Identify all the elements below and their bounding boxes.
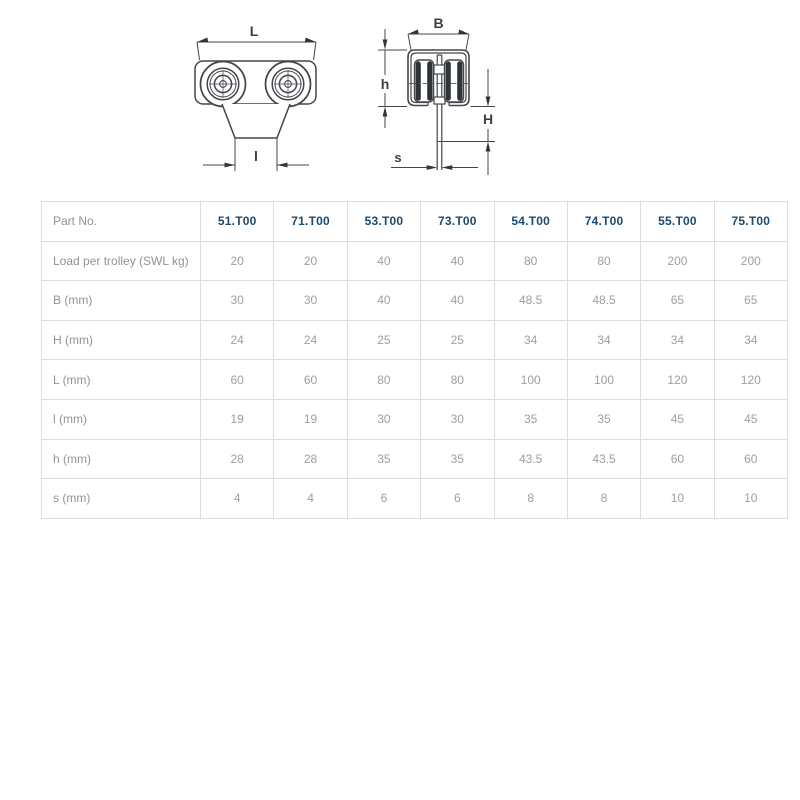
- spec-cell: 30: [201, 281, 274, 321]
- arrowhead-left-icon: [442, 165, 453, 170]
- spec-cell: 200: [714, 241, 787, 281]
- spec-cell: 60: [274, 360, 347, 400]
- spec-cell: 80: [494, 241, 567, 281]
- trolley-front-view-diagram: [173, 5, 338, 177]
- track-section-diagram: [365, 5, 505, 183]
- row-label: B (mm): [42, 281, 201, 321]
- spec-cell: 19: [274, 399, 347, 439]
- dimension-B: [408, 29, 470, 50]
- spec-cell: 80: [567, 241, 640, 281]
- spec-cell: 65: [641, 281, 714, 321]
- row-label: l (mm): [42, 399, 201, 439]
- dim-label-h: h: [380, 76, 390, 92]
- right-roller: [445, 60, 464, 102]
- right-wheel: [266, 62, 311, 107]
- spec-cell: 45: [641, 399, 714, 439]
- spec-cell: 100: [494, 360, 567, 400]
- spec-cell: 60: [201, 360, 274, 400]
- spec-cell: 24: [201, 320, 274, 360]
- spec-cell: 34: [567, 320, 640, 360]
- arrowhead-down-icon: [486, 97, 491, 107]
- spec-cell: 4: [201, 479, 274, 519]
- left-wheel: [201, 62, 246, 107]
- dim-label-H: H: [482, 111, 494, 127]
- part-number-header: 54.T00: [494, 202, 567, 242]
- row-label: s (mm): [42, 479, 201, 519]
- spec-cell: 45: [714, 399, 787, 439]
- arrowhead-left-icon: [197, 38, 209, 45]
- dim-label-l: l: [254, 148, 258, 164]
- trolley-stem: [222, 104, 290, 138]
- spec-cell: 28: [274, 439, 347, 479]
- spec-cell: 34: [641, 320, 714, 360]
- spec-row: [42, 241, 788, 281]
- spec-cell: 25: [347, 320, 420, 360]
- spec-row: [42, 479, 788, 519]
- part-number-header: 51.T00: [201, 202, 274, 242]
- spec-cell: 80: [347, 360, 420, 400]
- part-number-header: 73.T00: [421, 202, 494, 242]
- spec-cell: 34: [494, 320, 567, 360]
- spec-table-head-row: [42, 202, 788, 242]
- spec-cell: 30: [274, 281, 347, 321]
- part-number-header: 71.T00: [274, 202, 347, 242]
- spec-cell: 40: [421, 281, 494, 321]
- spec-row: [42, 281, 788, 321]
- spec-cell: 8: [567, 479, 640, 519]
- spec-cell: 30: [347, 399, 420, 439]
- spec-cell: 35: [494, 399, 567, 439]
- spec-cell: 120: [714, 360, 787, 400]
- dim-label-s: s: [394, 150, 402, 165]
- arrowhead-right-icon: [305, 38, 317, 45]
- spec-table: [41, 201, 788, 519]
- spec-cell: 6: [421, 479, 494, 519]
- arrowhead-right-icon: [225, 163, 236, 168]
- spec-cell: 20: [201, 241, 274, 281]
- row-label: h (mm): [42, 439, 201, 479]
- spec-cell: 30: [421, 399, 494, 439]
- spec-cell: 35: [421, 439, 494, 479]
- spec-cell: 48.5: [567, 281, 640, 321]
- spec-table-body: [42, 241, 788, 518]
- spec-cell: 120: [641, 360, 714, 400]
- spec-cell: 10: [641, 479, 714, 519]
- row-label: Load per trolley (SWL kg): [42, 241, 201, 281]
- spec-cell: 28: [201, 439, 274, 479]
- arrowhead-right-icon: [458, 29, 469, 36]
- spec-cell: 6: [347, 479, 420, 519]
- spec-cell: 100: [567, 360, 640, 400]
- part-number-header: 53.T00: [347, 202, 420, 242]
- spec-cell: 10: [714, 479, 787, 519]
- spec-cell: 60: [714, 439, 787, 479]
- spec-cell: 4: [274, 479, 347, 519]
- spec-cell: 43.5: [567, 439, 640, 479]
- left-roller: [415, 60, 434, 102]
- spec-cell: 19: [201, 399, 274, 439]
- spec-cell: 25: [421, 320, 494, 360]
- spec-cell: 40: [421, 241, 494, 281]
- spec-cell: 40: [347, 241, 420, 281]
- spec-cell: 20: [274, 241, 347, 281]
- row-label: H (mm): [42, 320, 201, 360]
- arrowhead-down-icon: [383, 40, 388, 50]
- arrowhead-left-icon: [277, 163, 288, 168]
- spec-cell: 43.5: [494, 439, 567, 479]
- dimension-s: [391, 165, 478, 170]
- spec-cell: 35: [347, 439, 420, 479]
- dim-label-B: B: [433, 15, 444, 31]
- stem: [434, 55, 445, 170]
- spec-cell: 65: [714, 281, 787, 321]
- dimension-L: [197, 38, 317, 60]
- spec-cell: 80: [421, 360, 494, 400]
- spec-row: [42, 399, 788, 439]
- part-number-header: 55.T00: [641, 202, 714, 242]
- spec-cell: 24: [274, 320, 347, 360]
- spec-row: [42, 439, 788, 479]
- spec-row: [42, 320, 788, 360]
- arrowhead-up-icon: [383, 107, 388, 117]
- spec-cell: 48.5: [494, 281, 567, 321]
- spec-row: [42, 360, 788, 400]
- spec-cell: 8: [494, 479, 567, 519]
- spec-cell: 34: [714, 320, 787, 360]
- arrowhead-right-icon: [427, 165, 438, 170]
- part-no-corner-label: Part No.: [42, 202, 201, 242]
- spec-cell: 35: [567, 399, 640, 439]
- arrowhead-up-icon: [486, 142, 491, 152]
- part-number-header: 75.T00: [714, 202, 787, 242]
- spec-cell: 40: [347, 281, 420, 321]
- part-number-header: 74.T00: [567, 202, 640, 242]
- arrowhead-left-icon: [408, 29, 419, 36]
- spec-cell: 60: [641, 439, 714, 479]
- spec-cell: 200: [641, 241, 714, 281]
- row-label: L (mm): [42, 360, 201, 400]
- dim-label-L: L: [249, 23, 259, 39]
